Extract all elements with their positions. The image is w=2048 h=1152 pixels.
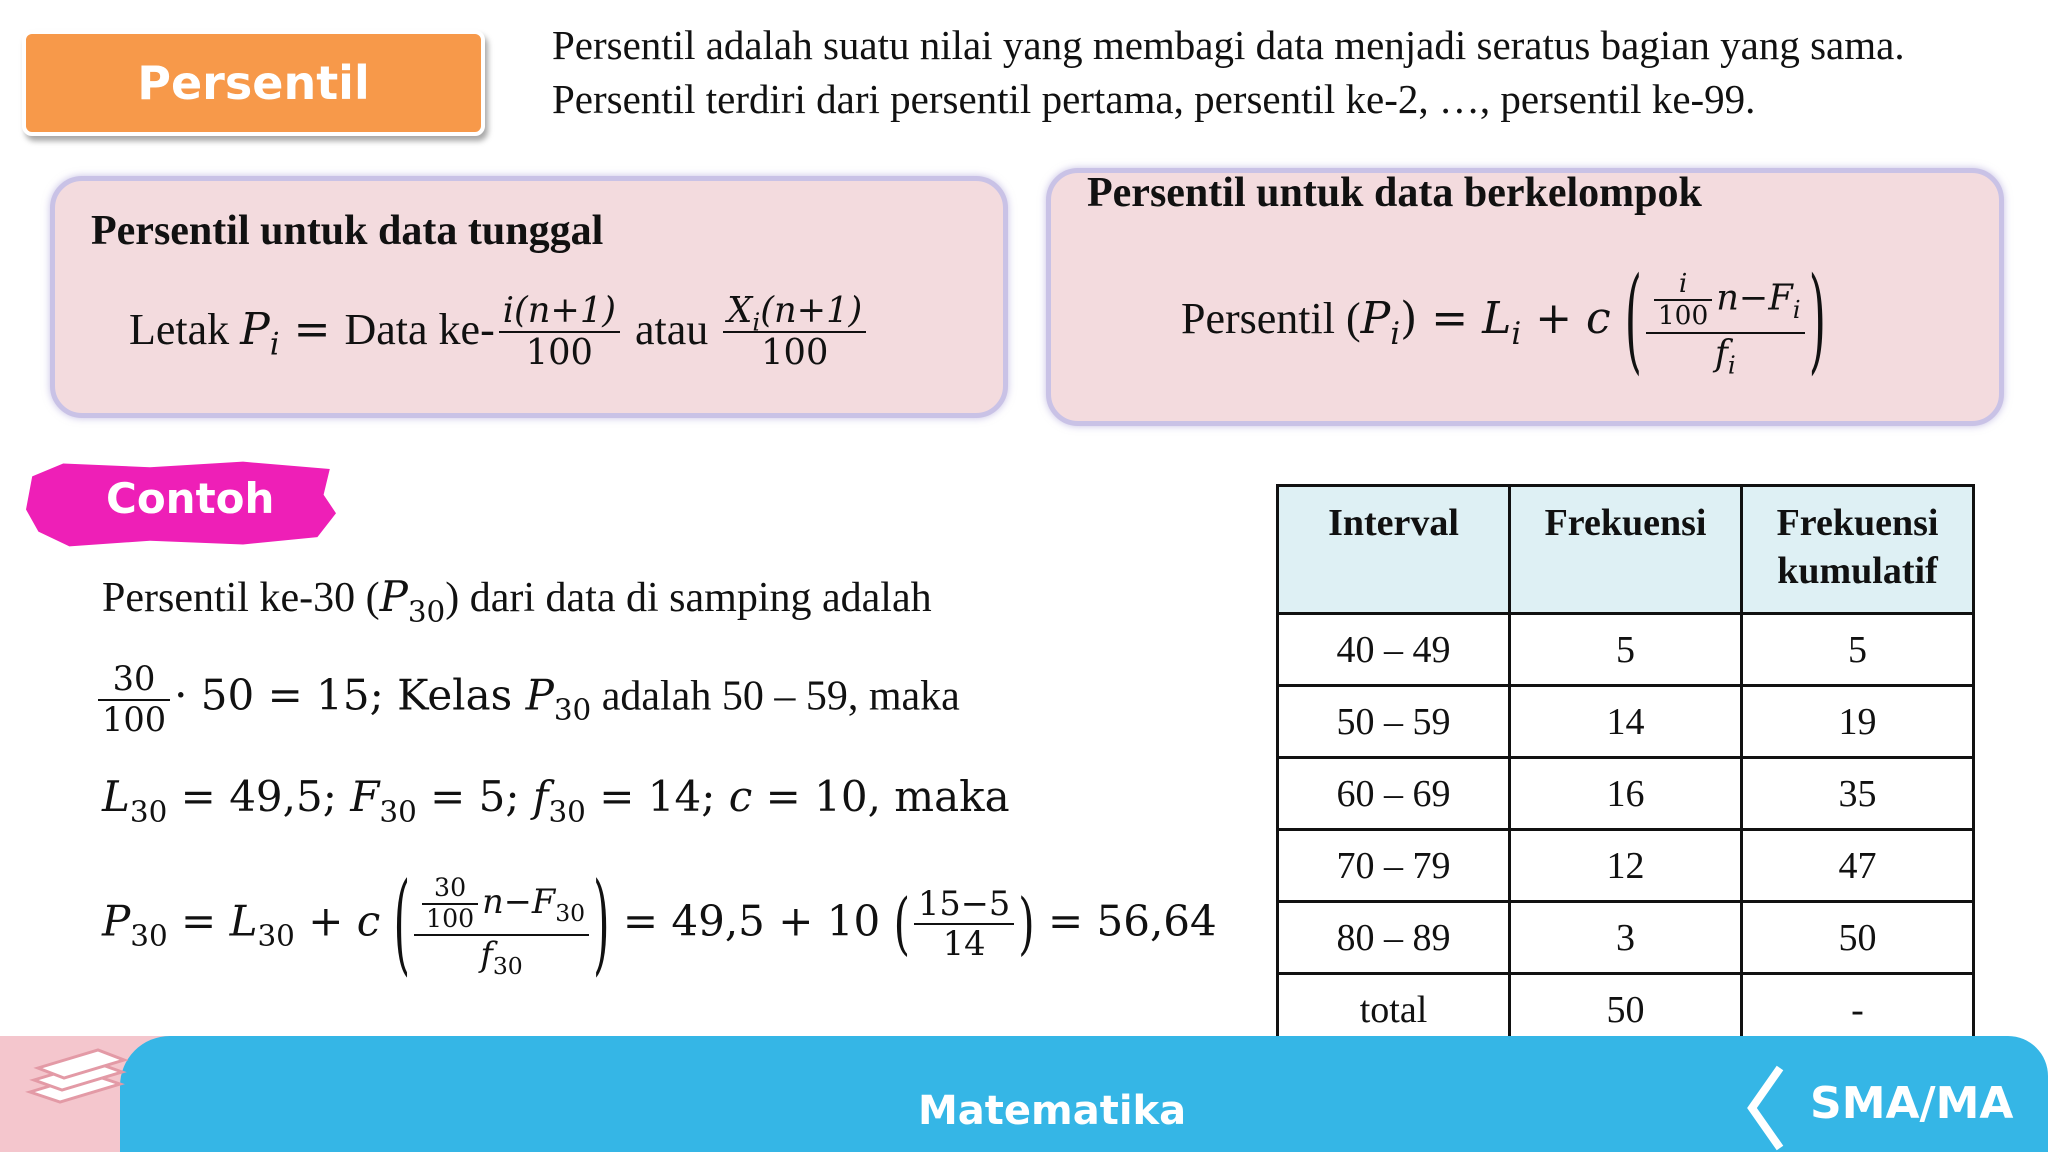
example-line-3: $L_{30} = 49,5$; $F_{30} = 5$; $f_{30} = 14$; c = 10, maka — [102, 772, 1010, 829]
example-fraction-values: $\frac{15-5}{14}$ — [914, 885, 1014, 964]
formula-single: Letak $P_i$ = Data ke- $\frac{i(n+1)}{100}$ atau $\frac{X_i(n+1)}{100}$ — [129, 291, 870, 374]
formula-grouped: Persentil $(P_i) = L_i + c$ ( $\frac{i}{100}$ $n-F_i$ $f_i$ ) — [1181, 253, 1826, 387]
table-header-row — [1278, 486, 1974, 614]
intro-text: Persentil adalah suatu nilai yang membagi data menjadi seratus bagian yang sama. Persentil terdiri dari persentil pertama, persentil ke-2, …, persentil ke-99. — [552, 22, 1905, 122]
example-fraction-main: $\frac{30}{100}$ $n-F_{30}$ $f_{30}$ — [414, 874, 589, 975]
formula-box-grouped — [1046, 168, 2004, 426]
table-row-total: total 50 - — [1278, 974, 1974, 1046]
table-row: 40 – 49 5 5 — [1278, 614, 1974, 686]
fraction-2: $\frac{X_i(n+1)}{100}$ — [723, 291, 866, 374]
example-line-2: $\frac{30}{100}$ · 50 = 15; Kelas $P_{30}$ adalah 50 – 59, maka — [98, 660, 960, 739]
formula-box-grouped-title: Persentil untuk data berkelompok — [1087, 170, 1702, 216]
books-icon — [20, 1040, 130, 1120]
footer-subject: Matematika — [918, 1088, 1187, 1134]
formula-box-single — [50, 176, 1008, 418]
title-tag-label: Persentil — [137, 56, 370, 110]
header-frekuensi-kumulatif: Frekuensi kumulatif — [1742, 486, 1974, 614]
table-row: 60 – 69 16 35 — [1278, 758, 1974, 830]
header-frekuensi: Frekuensi — [1510, 486, 1742, 614]
contoh-label: Contoh — [106, 474, 275, 523]
chevron-icon — [1740, 1064, 1800, 1152]
formula-box-single-title: Persentil untuk data tunggal — [91, 208, 604, 254]
table-row: 80 – 89 3 50 — [1278, 902, 1974, 974]
frequency-table — [1276, 484, 1975, 1047]
fraction-grouped: $\frac{i}{100}$ $n-F_i$ $f_i$ — [1646, 269, 1805, 374]
example-line-1: Persentil ke-30 $(P_{30})$ dari data di samping adalah — [102, 572, 932, 629]
header-interval: Interval — [1278, 486, 1510, 614]
table-row: 50 – 59 14 19 — [1278, 686, 1974, 758]
example-line-4: $P_{30} = L_{30} + c$ ( $\frac{30}{100}$ $n-F_{30}$ $f_{30}$ ) = 49,5 + 10 ( $\frac{15-5}{14}$ ) = 56,64 — [102, 859, 1217, 987]
left-paren: ( — [1624, 253, 1642, 387]
footer-level: SMA/MA — [1810, 1078, 2014, 1129]
table-row: 70 – 79 12 47 — [1278, 830, 1974, 902]
title-tag — [22, 30, 485, 136]
right-paren: ) — [1808, 253, 1826, 387]
fraction-1: $\frac{i(n+1)}{100}$ — [499, 291, 620, 374]
